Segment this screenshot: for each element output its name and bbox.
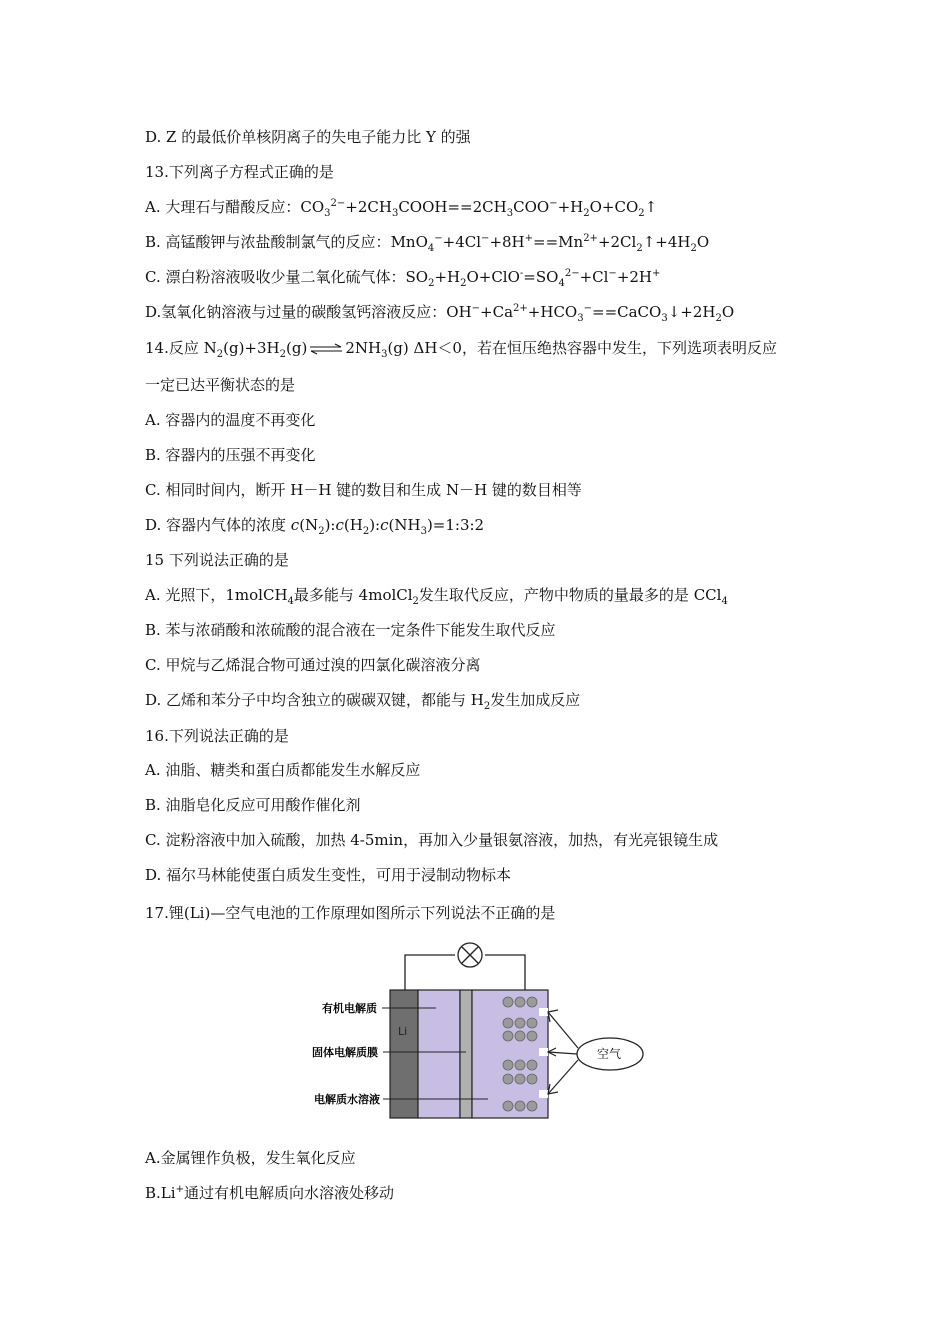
organic-electrolyte-label: 有机电解质: [322, 1002, 377, 1015]
q14-option-d: D. 容器内气体的浓度 $c(N_2):c(H_2):c(NH_3)=1:3:2$: [145, 516, 485, 537]
q15-option-a: A. 光照下，1molCH$_4$最多能与 4molCl$_2$发生取代反应，产物中物质的量最多的是 CCl$_4$: [145, 586, 728, 607]
equilibrium-arrow-icon: [309, 343, 343, 355]
q13-option-d: D.氢氧化钠溶液与过量的碳酸氢钙溶液反应：$OH^-+Ca^{2+}+HCO_3^-==CaCO_3↓+2H_2O$: [145, 303, 735, 324]
q13-option-c: C. 漂白粉溶液吸收少量二氧化硫气体：$SO_2+H_2O+ClO^-=SO_4^{2-}+Cl^-+2H^+$: [145, 268, 661, 289]
q14-option-a: A. 容器内的温度不再变化: [145, 411, 316, 429]
q15-stem: 15 下列说法正确的是: [145, 551, 289, 569]
li-label: Li: [398, 1025, 408, 1038]
q15-option-b: B. 苯与浓硝酸和浓硫酸的混合液在一定条件下能发生取代反应: [145, 621, 556, 639]
q16-option-d: D. 福尔马林能使蛋白质发生变性，可用于浸制动物标本: [145, 866, 512, 884]
q16-option-a: A. 油脂、糖类和蛋白质都能发生水解反应: [145, 761, 421, 779]
q13-stem: 13.下列离子方程式正确的是: [145, 163, 334, 181]
q16-option-b: B. 油脂皂化反应可用酸作催化剂: [145, 796, 361, 814]
lamp-icon: [458, 943, 482, 967]
q16-stem: 16.下列说法正确的是: [145, 727, 289, 745]
q15-option-d: D. 乙烯和苯分子中均含独立的碳碳双键，都能与 $H_2$发生加成反应: [145, 691, 581, 712]
q14-stem: 14.反应 $N_2(g)+3H_2(g)$ $2NH_3(g)$ ΔH＜0，若在恒压绝热容器中发生，下列选项表明反应: [145, 339, 777, 360]
q14-stem-cont: 一定已达平衡状态的是: [145, 376, 296, 394]
q13-option-b: B. 高锰酸钾与浓盐酸制氯气的反应：$MnO_4^-+4Cl^-+8H^+==Mn^{2+}+2Cl_2↑+4H_2O$: [145, 233, 710, 254]
q17-option-b: B.Li+通过有机电解质向水溶液处移动: [145, 1184, 394, 1202]
q14-option-c: C. 相同时间内，断开 H－H 键的数目和生成 N－H 键的数目相等: [145, 481, 582, 499]
q17-option-a: A.金属锂作负极，发生氧化反应: [145, 1149, 356, 1167]
external-wire: [405, 955, 455, 990]
q17-stem: 17.锂(Li)—空气电池的工作原理如图所示下列说法不正确的是: [145, 904, 556, 922]
aqueous-electrolyte-label: 电解质水溶液: [314, 1093, 380, 1106]
q15-option-c: C. 甲烷与乙烯混合物可通过溴的四氯化碳溶液分离: [145, 656, 481, 674]
air-flow-arrows: [548, 1010, 578, 1094]
membrane-label: 固体电解质膜: [312, 1046, 378, 1059]
q14-option-b: B. 容器内的压强不再变化: [145, 446, 316, 464]
external-wire-right: [485, 955, 525, 990]
q13-option-a: A. 大理石与醋酸反应：$CO_3^{2-}+2CH_3COOH==2CH_3COO^-+H_2O+CO_2↑$: [145, 198, 658, 219]
li-air-battery-diagram: [300, 938, 660, 1128]
air-label: 空气: [597, 1047, 622, 1061]
q12-option-d: D. Z 的最低价单核阴离子的失电子能力比 Y 的强: [145, 128, 471, 146]
q16-option-c: C. 淀粉溶液中加入硫酸，加热 4-5min，再加入少量银氨溶液，加热，有光亮银镜生成: [145, 831, 719, 849]
